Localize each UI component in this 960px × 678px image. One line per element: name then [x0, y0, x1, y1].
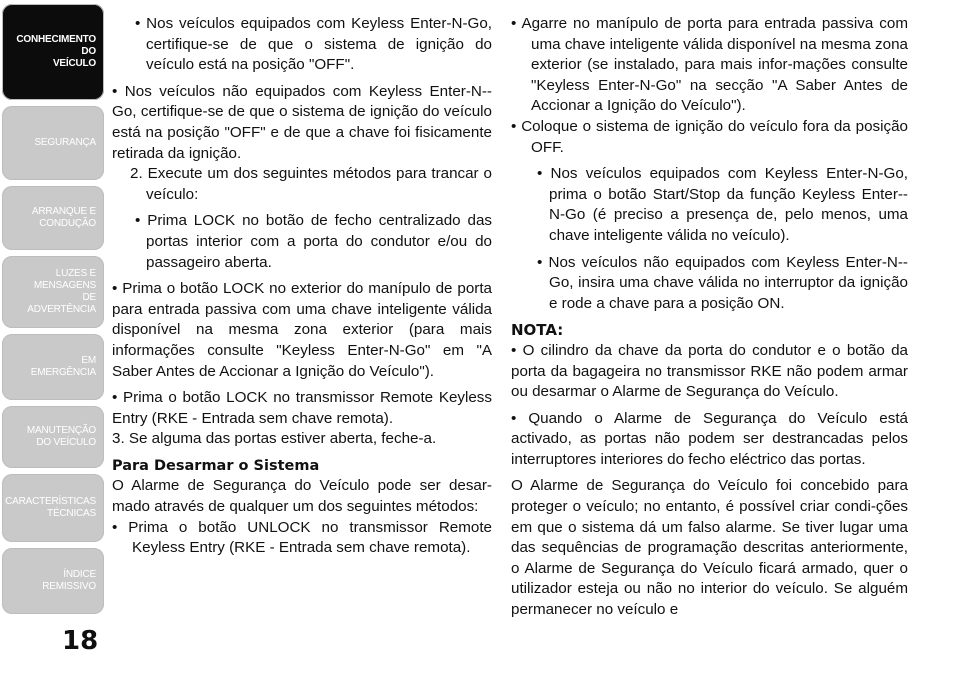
tab-label: MANUTENÇÃO DO VEÍCULO: [26, 425, 96, 448]
note-bullet-alarm-active: • Quando o Alarme de Segurança do Veículo está activado, as portas não podem ser destrancadas pelos interruptores interiores do fecho eléctrico das portas.: [511, 409, 908, 468]
tab-caracteristicas-tecnicas[interactable]: [2, 474, 104, 542]
bullet-lock-interior: • Prima LOCK no botão de fecho centralizado das portas interior com a porta do condutor e/ou do passageiro aberta.: [135, 212, 492, 271]
bullet-insert-key: • Nos veículos não equipados com Keyless Enter-N--Go, insira uma chave válida no interruptor da ignição e rode a chave para a posição ON.: [537, 253, 908, 312]
tab-manutencao-do-veiculo[interactable]: [2, 406, 104, 468]
left-column: [112, 14, 492, 565]
bullet-start-stop: • Nos veículos equipados com Keyless Enter-N-Go, prima o botão Start/Stop da função Keyless Enter--N-Go (é preciso a presença de, pelo menos, uma chave inteligente válida no veículo).: [537, 165, 908, 244]
bullet-grab-handle: • Agarre no manípulo de porta para entrada passiva com uma chave inteligente válida disponível na mesma zona exterior (se instalado, para mais infor-mações consulte "Keyless Enter-N-Go" na secção "A Saber Antes de Accionar a Ignição do Veículo").: [511, 15, 908, 115]
tab-label: SEGURANÇA: [34, 137, 96, 148]
bullet-keyless-not-equipped-off: • Nos veículos não equipados com Keyless Enter-N--Go, certifique-se de que o sistema de ignição do veículo está na posição "OFF" e de que a chave foi fisicamente retirada da ignição.: [112, 82, 492, 162]
bullet-unlock-rke: • Prima o botão UNLOCK no transmissor Remote Keyless Entry (RKE - Entrada sem chave remota).: [112, 518, 492, 557]
tab-indice-remissivo[interactable]: [2, 548, 104, 614]
step-2: 2. Execute um dos seguintes métodos para trancar o veículo:: [130, 165, 492, 203]
tab-label: ÍNDICE REMISSIVO: [42, 569, 96, 592]
note-bullet-key-cylinder: • O cilindro da chave da porta do condutor e o botão da porta da bagageira no transmissor RKE não podem armar ou desarmar o Alarme de Segurança do Veículo.: [511, 341, 908, 401]
bullet-ignition-off: • Coloque o sistema de ignição do veículo fora da posição OFF.: [511, 117, 908, 156]
paragraph-false-alarm: O Alarme de Segurança do Veículo foi concebido para proteger o veículo; no entanto, é possível criar condi-ções em que o sistema dá um falso alarme. Se tiver lugar uma das sequências de programação descritas anteriormente, o Alarme de Segurança do Veículo ficará armado, quer o utilizador esteja ou não no interior do veículo. Se alguém permanecer no veículo e: [511, 477, 908, 619]
tab-luzes-e-mensagens[interactable]: [2, 256, 104, 328]
tab-arranque-e-conducao[interactable]: [2, 186, 104, 250]
step-3: 3. Se alguma das portas estiver aberta, feche-a.: [112, 430, 437, 448]
bullet-lock-exterior-handle: • Prima o botão LOCK no exterior do manípulo de porta para entrada passiva com uma chave inteligente válida disponível na mesma zona exterior (para mais informações consulte "Keyless Enter-N-Go" em "A Saber Antes de Accionar a Ignição do Veículo").: [112, 280, 492, 380]
tab-label: EM EMERGÊNCIA: [30, 355, 96, 378]
tab-seguranca[interactable]: [2, 106, 104, 180]
tab-label: LUZES E MENSAGENS DE ADVERTÊNCIA: [27, 268, 96, 315]
paragraph-disarm-intro: O Alarme de Segurança do Veículo pode ser desar-mado através de qualquer um dos seguintes métodos:: [112, 477, 492, 516]
right-column: [511, 14, 908, 621]
tab-em-emergencia[interactable]: [2, 334, 104, 400]
tab-label: CARACTERÍSTICAS TÉCNICAS: [5, 496, 96, 519]
note-label: NOTA:: [511, 321, 564, 340]
bullet-keyless-equipped-off: • Nos veículos equipados com Keyless Enter-N-Go, certifique-se de que o sistema de ignição do veículo está na posição "OFF".: [135, 15, 492, 74]
section-heading-disarm: Para Desarmar o Sistema: [112, 457, 320, 474]
page-number: 18: [62, 626, 99, 656]
chapter-sidebar: [0, 0, 106, 678]
tab-label: CONHECIMENTO DO VEÍCULO: [16, 34, 96, 69]
tab-label: ARRANQUE E CONDUÇÃO: [31, 206, 96, 229]
tab-conhecimento-do-veiculo[interactable]: [2, 4, 104, 100]
bullet-lock-rke: • Prima o botão LOCK no transmissor Remote Keyless Entry (RKE - Entrada sem chave remota).: [112, 389, 492, 427]
